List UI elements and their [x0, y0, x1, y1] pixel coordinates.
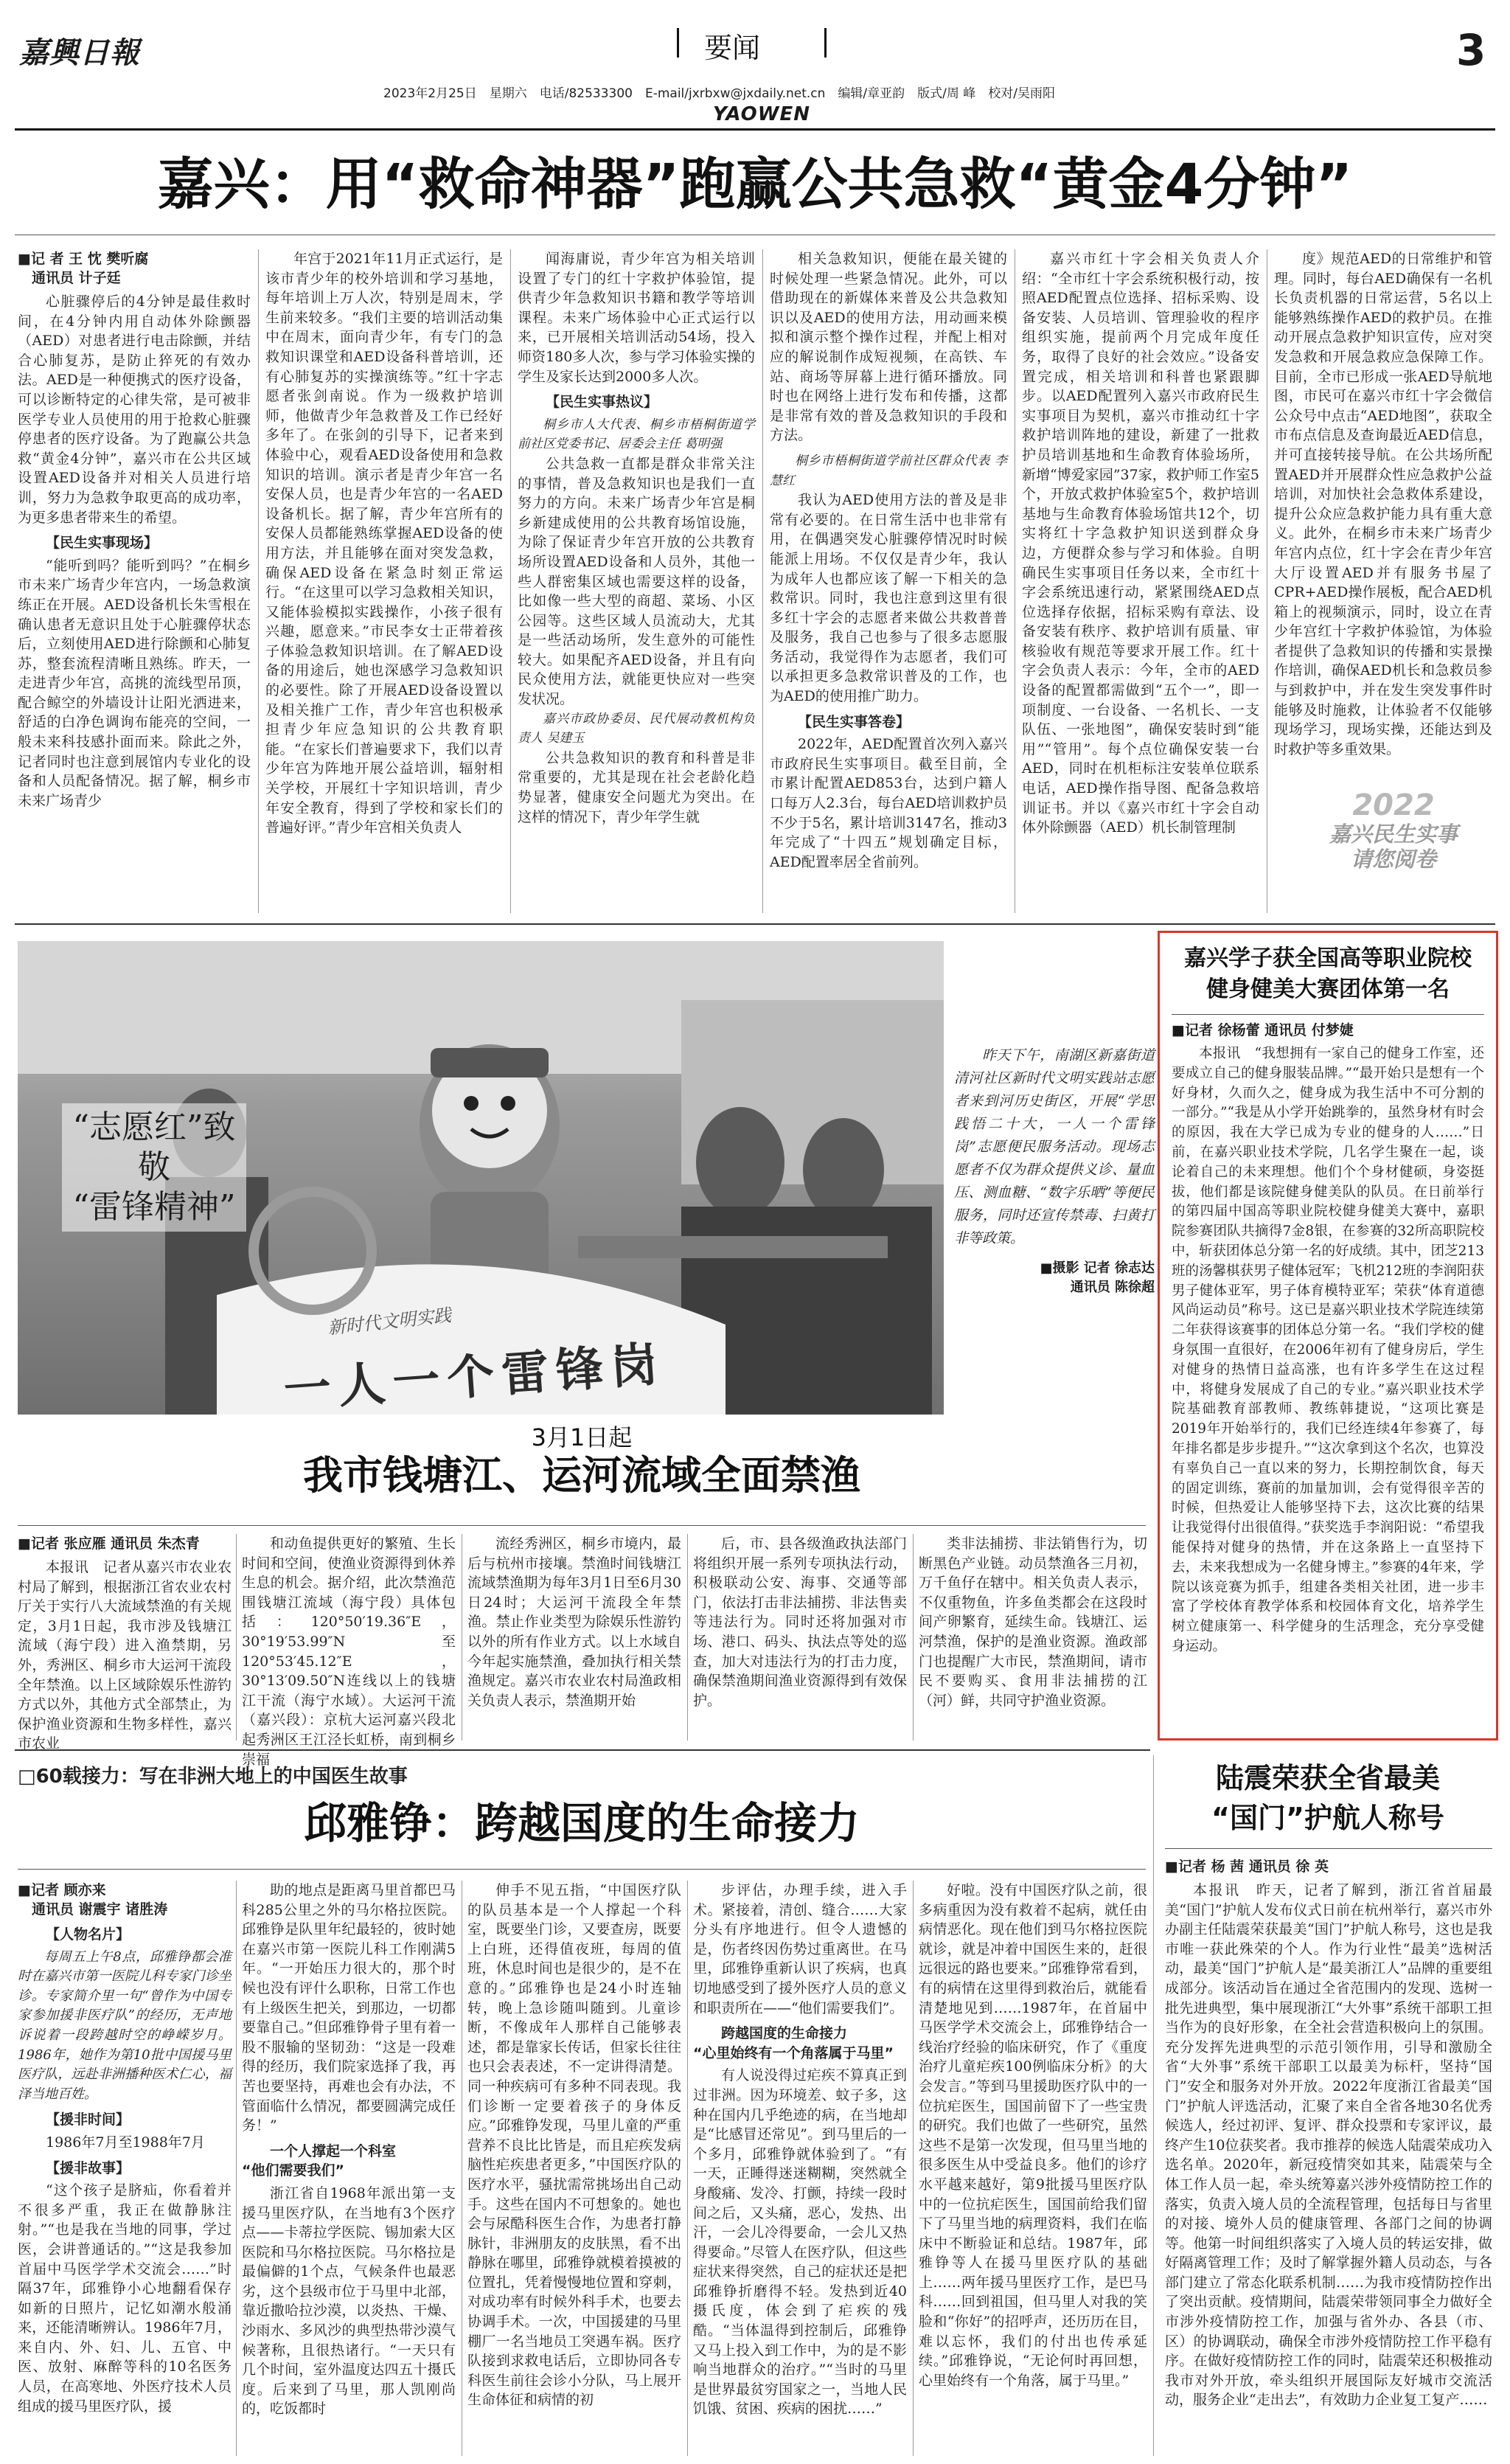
fishing-col4-text: 后，市、县各级渔政执法部门将组织开展一系列专项执法行动，积极联动公安、海事、交通等部门，依法打击非法捕捞、非法售卖等违法行为。同时还将加强对市场、港口、码头、执法点等处的巡查，加大对违法行为的打击力度，确保禁渔期间渔业资源得到有效保护。 — [693, 1535, 907, 1709]
doctor-byline: ■记者 顾亦来 通讯员 谢震宇 诸胜涛 — [18, 1882, 168, 1918]
doctor-col5-text: 好啦。没有中国医疗队之前，很多病重因为没有救着不起病，就任由病情恶化。现在他们到马尔格拉医院就诊，就是冲着中国医生来的，赶很远很远的路也要来。”邱雅铮常看到，有的病情在这里得到救治后，就能看清楚地见到……1987年，在首届中马医学学术交流会上，邱雅铮结合一线治疗经验的临床研究，作了《重度治疗儿童疟疾100例临床分析》的大会发言。”等到马里援助医疗队中的一位抗疟医生，国国前留下了一些宝贵的研究。我们也做了一些研究，虽然这些不是第一次发现，但马里当地的很多医生从中受益良多。他们的诊疗水平越来越好，第9批援马里医疗队中的一位抗疟医生，国国前给我们留下了马里当地的病理资料，我们在临床中不断验证和总结。1987年，邱雅铮等人在援马里医疗队的基础上……两年援马里医疗工作，是巴马科……回到祖国，但马里人对我的笑脸和“你好”的招呼声，还历历在目，难以忘怀，我们的付出也传承延续。”邱雅铮说，“无论何时再回想，心里始终有一个角落，属于马里。” — [919, 1882, 1147, 2389]
fitness-byline: ■记者 徐杨蕾 通讯员 付梦婕 — [1172, 1022, 1354, 1038]
doctor-col4-text-b: 有人说没得过疟疾不算真正到过非洲。因为环境差、蚊子多，这种在国内几乎绝迹的病，在当地却是“比感冒还常见”。到马里后的一个多月，邱雅铮就体验到了。“有一天，正睡得迷迷糊糊，突然就全身酸痛、发冷、打颤，持续一段时间之后，又头痛，恶心，发热、出汗，一会儿冷得要命，一会儿又热得要命。”尽管人在医疗队，但这些症状来得突然，自己的症状还是把邱雅铮折磨得不轻。发热到近40摄氏度，体会到了疟疾的残酷。“当体温得到控制后，邱雅铮又马上投入到工作中，为的是不影响当地群众的治疗。”“当时的马里是世界最贫穷国家之一，当地人民饥饿、贫困、疾病的困扰……” — [693, 2067, 907, 2418]
doctor-col2-text: 助的地点是距离马里首都巴马科285公里之外的马尔格拉医院。邱雅铮是队里年纪最轻的，彼时她在嘉兴市第一医院儿科工作刚满5年。“一开始压力很大的，那个时候也没有评什么职称，日常工作也有上级医生把关，到那边，一切都要靠自己。”但邱雅铮骨子里有着一股不服输的坚韧劲：“这是一段难得的经历，我们院家选择了我，再苦也要坚持，再难也会有办法，不管面临什么情况，都要圆满完成任务！” — [242, 1882, 456, 2134]
fitness-box — [1158, 931, 1498, 1741]
masthead-divider-right — [824, 28, 827, 58]
col-rule — [1153, 1755, 1154, 2456]
aed-sub-discuss: 【民生实事热议】 — [546, 394, 658, 411]
photo-caption: 昨天下午，南湖区新嘉街道清河社区新时代文明实践站志愿者来到河历史街区，开展“学思践悟二十大，一人一个雷锋岗”志愿便民服务活动。现场志愿者不仅为群众提供义诊、量血压、测血糖、“数字乐晒”等便民服务，同时还宣传禁毒、扫黄打非等政策。 — [954, 1047, 1155, 1246]
aed-col4-text: 相关急救知识，便能在最关键的时候处理一些紧急情况。此外，可以借助现在的新媒体来普及公共急救知识以及AED的使用方法，用动画来模拟和演示整个操作过程，并配上相对应的解说制作成短视频，在高铁、车站、商场等屏幕上进行循环播放。同时也在网络上进行发布和传播，这都是非常有效的普及急救知识的手段和方法。 — [770, 251, 1007, 444]
masthead-rule — [15, 128, 1495, 131]
aed-col4-text-c: 我认为AED使用方法的普及是非常有必要的。在日常生活中也非常有用，在偶遇突发心脏骤停情况时时候能派上用场。不仅仅是青少年，我认为成年人也都应该了解一下相关的急救常识。同时，我也注意到这里有很多红十字会的志愿者来做公共救普普及服务，我自己也参与了很多志愿服务活动，我觉得作为志愿者，我们可以承担更多急救常识普及的工作，也为AED的使用推广助力。 — [770, 492, 1007, 705]
honor-body: 本报讯 昨天，记者了解到，浙江省首届最美“国门”护航人发布仪式日前在杭州举行，嘉兴市外办副主任陆震荣获最美“国门”护航人称号，这也是我市唯一获此殊荣的个人。作为行业性“最美”选树活动，最美“国门”护航人是“最美浙江人”品牌的重要组成部分。该活动旨在通过全省范围内的发现、选树一批先进典型，集中展现浙江“大外事”系统干部职工担当作为的良好形象，在全社会营造积极向上的氛围。充分发挥先进典型的示范引领作用，引导和激励全省“大外事”系统干部职工以最美为标杆，坚持“国门”安全和服务对外开放。2022年度浙江省最美“国门”护航人评选活动，汇聚了来自全省各地30名优秀候选人，经过初评、复评、群众投票和专家评议，最终产生10位获奖者。我市推荐的候选人陆震荣成功入选名单。2020年，新冠疫情突如其来，陆震荣与全体工作人员一起，牵头统筹嘉兴涉外疫情防控工作的落实，负责入境人员的全流程管理，包括每日与省里的对接、境外人员的健康管理、各部门之间的协调等。他第一时间组织落实了入境人员的转运安排，做好隔离管理工作；及时了解掌握外籍人员动态，与各部门建立了常态化联系机制……为我市疫情防控作出了突出贡献。疫情期间，陆震荣带领同事全力做好全市涉外疫情防控工作，加强与省外办、各县（市、区）的协调联动，确保全市涉外疫情防控工作平稳有序。在做好疫情防控工作的同时，陆震荣还积极推动我市对外开放，牵头组织开展国际友好城市交流活动，服务企业“走出去”，有效助力企业复工复产…… — [1165, 1882, 1492, 2409]
doctor-bio: 每周五上午8点，邱雅铮都会准时在嘉兴市第一医院儿科专家门诊坐诊。专家简介里一句“曾作为中国专家参加援非医疗队”的经历，无声地诉说着一段跨越时空的峥嵘岁月。1986年，她作为第10批中国援马里医疗队，远赴非洲播种医术仁心，福泽当地百姓。 — [18, 1948, 232, 2102]
aed-col4 — [770, 249, 1007, 913]
fitness-title: 嘉兴学子获全国高等职业院校 健身健美大赛团体第一名 — [1184, 945, 1472, 1002]
photo-title: “志愿红”致敬 “雷锋精神” — [62, 1103, 246, 1232]
col-rule — [236, 1534, 237, 1741]
stamp-line1: 嘉兴民生实事 — [1329, 822, 1458, 847]
honor-col — [1165, 1857, 1492, 2456]
section-pinyin: YAOWEN — [713, 103, 810, 125]
col-rule — [258, 249, 259, 913]
aed-sub-answer: 【民生实事答卷】 — [798, 713, 911, 730]
masthead-logo: 嘉興日報 — [19, 35, 140, 70]
fishing-byline: ■记者 张应雁 通讯员 朱杰青 — [18, 1535, 200, 1552]
col-rule — [236, 1881, 237, 2456]
doctor-col5 — [919, 1881, 1147, 2456]
doctor-col1 — [18, 1881, 232, 2456]
aed-col3-text-c: 公共急救一直都是群众非常关注的事情，普及急救知识也是我们一直努力的方向。未来广场青少年宫是桐乡新建成使用的公共教育场馆设施，为除了保证青少年宫开放的公共教育场所设置AED设备和人员外，其他一些人群密集区域也需要这样的设备，比如像一些大型的商超、菜场、小区公园等。这些区域人员流动大，尤其是一些活动场所，发生意外的可能性较大。如果配齐AED设备，并且有向民众使用方法，就能更快应对一些突发状况。 — [518, 455, 755, 708]
fishing-col5 — [919, 1534, 1147, 1744]
sign-subtext: 新时代文明实践 — [327, 1305, 453, 1339]
aed-col3-text: 闻海庸说，青少年宫为相关培训设置了专门的红十字救护体验馆，提供青少年急救知识书籍和教学等培训课程。未来广场体验中心正式运行以来，已开展相关培训活动54场，投入师资180多人次，参与学习体验实操的学生及家长达到2000多人次。 — [518, 251, 755, 385]
sign-text: 一人一个雷锋岗 — [282, 1336, 667, 1418]
col-rule — [510, 249, 511, 913]
aed-speaker3: 桐乡市梧桐街道学前社区群众代表 李慧红 — [770, 453, 1007, 488]
doctor-sub-story: 【援非故事】 — [46, 2159, 131, 2176]
doctor-sub-time: 【援非时间】 — [46, 2111, 131, 2128]
photo-caption-box — [944, 1033, 1165, 1416]
series-stamp — [1305, 789, 1482, 870]
col-rule — [687, 1881, 688, 2456]
headline-doctor: 邱雅铮：跨越国度的生命接力 — [303, 1798, 860, 1848]
doctor-sub-profile: 【人物名片】 — [46, 1926, 131, 1943]
fishing-col4 — [693, 1534, 907, 1744]
honor-byline: ■记者 杨 茜 通讯员 徐 英 — [1165, 1859, 1329, 1875]
stamp-year: 2022 — [1352, 788, 1435, 822]
doctor-sub-keystone: 一个人撑起一个科室 “他们需要我们” — [242, 2142, 397, 2179]
stamp-line2: 请您阅卷 — [1350, 847, 1436, 872]
doctor-col4 — [693, 1881, 907, 2456]
aed-col1-text: 心脏骤停后的4分钟是最佳救时间，在4分钟内用自动体外除颤器（AED）对患者进行电击除颤，并结合心肺复苏，是防止猝死的有效办法。AED是一种便携式的医疗设备，可以诊断特定的心律失常，是可被非医学专业人员使用的用于抢救心脏骤停患者的医疗设备。为了跑赢公共急救“黄金4分钟”，嘉兴市在公共区域设置AED设备并对相关人员进行培训，努力为急救争取更高的成功率，为更多患者带来生的希望。 — [18, 294, 251, 526]
aed-col6 — [1274, 249, 1492, 766]
doctor-col1-text: “这个孩子是脐疝，你看着并不很多严重，我正在做静脉注射。”“也是我在当地的同事，学过医，会讲普通话的。”“这是我参加首届中马医学学术交流会……”时隔37年，邱雅铮小心地翻看保存如新的日照片，记忆如潮水般涌来，还能清晰辨认。1986年7月，来自内、外、妇、儿、五官、中医、放射、麻醉等科的10名医务人员，在高寒地、外医疗技术人员组成的援马里医疗队，援 — [18, 2182, 232, 2415]
fishing-col3 — [467, 1534, 681, 1744]
aed-byline: ■记 者 王 忱 樊听腐 通讯员 计子廷 — [18, 251, 149, 286]
aed-col4-text-d: 2022年，AED配置首次列入嘉兴市政府民生实事项目。截至目前，全市累计配置AED853台，达到户籍人口每万人2.3台，每台AED培训救护员不少于5名，累计培训3147名，推动3年完成了“十四五”规划确定目标，AED配置率居全省前列。 — [770, 736, 1007, 870]
fitness-body: 本报讯 “我想拥有一家自己的健身工作室，还要成立自己的健身服装品牌。”“最开始只是想有一个好身材，久而久之，健身成为我生活中不可分割的一部分。”“我是从小学开始跳拳的，虽然身材有时会的原因，我在大学已成为专业的健身的人……”日前，在嘉兴职业技术学院，几名学生聚在一起，谈论着自己的未来理想。他们个个身材健硕，身姿挺拔，他们都是该院健身健美队的队员。在日前举行的第四届中国高等职业院校健身健美大赛中，嘉职院参赛团队共摘得7金8银，在参赛的32所高职院校中，斩获团体总分第一名的好成绩。其中，团芝213班的汤馨棋获男子健体冠军；飞机212班的李润阳获男子健体亚军，男子体育模特亚军；荣获“体育道德风尚运动员”称号。这已是嘉兴职业技术学院连续第二年获得该赛事的团体总分第一名。“我们学校的健身氛围一直很好，在2006年初有了健身房后，学生对健身的热情日益高涨，也有许多学生在这过程中，将健身发展成了自己的专业。”嘉兴职业技术学院基础教育部教师、教练韩捷说，“这项比赛是2019年开始举行的，我们已经连续4年参赛了，每年排名都是步步提升。”“这次拿到这个名次，也算没有辜负自己一直以来的努力，长期控制饮食，每天的固定训练，赛前的加量加训，会有觉得很辛苦的时候，但热爱让人能够坚持下去，这次比赛的结果让我觉得付出很值得。”获奖选手李润阳说：“希望我能保持对健身的热情，并在这条路上一直坚持下去，未来我想成为一名健身博主。”参赛的4年来，学院以该竞赛为抓手，组建各类相关社团，进一步丰富了学校体育教学体系和校园体育文化，培养学生树立健康第一、科学健身的生活理念，充分享受健身运动。 — [1172, 1046, 1484, 1654]
aed-col2 — [265, 249, 503, 913]
aed-col2-text: 年宫于2021年11月正式运行，是该市青少年的校外培训和学习基地，每年培训上万人次，特别是周末，学生前来较多。“我们主要的培训活动集中在周末，面向青少年，有专门的急救知识课堂和AED设备科普培训，还有心肺复苏的实操演练等。”红十字志愿者张剑南说。作为一级救护培训师，他做青少年急救普及工作已经好多年了。在张剑的引导下，记者来到体验中心，观看AED设备使用和急救知识的培训。演示者是青少年宫一名安保人员，也是青少年宫的一名AED设备机长。据了解，青少年宫所有的安保人员都能熟练掌握AED设备的使用方法，并且能够在面对突发急救，确保AED设备在紧急时刻正常运行。“在这里可以学习急救相关知识，又能体验模拟实践操作，小孩子很有兴趣，愿意来。”市民李女士正带着孩子体验急救知识培训。在了解AED设备的用途后，她也深感学习急救知识的必要性。除了开展AED设备设置以及相关推广工作，青少年宫也积极承担青少年应急知识的公共教育职能。“在家长们普遍要求下，我们以青少年宫为阵地开展公益培训，辐射相关学校，开展红十字知识培训，青少年安全教育，得到了学校和家长们的普遍好评。”青少年宫相关负责人 — [265, 251, 503, 836]
fishing-col2 — [242, 1534, 456, 1768]
doctor-col2 — [242, 1881, 456, 2456]
doctor-dates: 1986年7月至1988年7月 — [46, 2134, 205, 2151]
col-rule — [762, 249, 763, 913]
col-rule — [687, 1534, 688, 1741]
fishing-col5-text: 类非法捕捞、非法销售行为，切断黑色产业链。动员禁渔各三月初，万千鱼仔在辖中。相关负责人表示，不仅重物鱼，许多鱼类都会在这段时间产卵繁育，延续生命。钱塘江、运河禁渔，保护的是渔业资源。渔政部门也提醒广大市民，禁渔期间，请市民不要购买、食用非法捕捞的江（河）鲜，共同守护渔业资源。 — [919, 1535, 1147, 1709]
col-rule — [913, 1534, 914, 1741]
headline-honor: 陆震荣获全省最美 “国门”护航人称号 — [1211, 1762, 1444, 1834]
aed-col1 — [18, 249, 251, 913]
aed-speaker1: 桐乡市人大代表、桐乡市梧桐街道学前社区党委书记、居委会主任 葛明强 — [518, 417, 755, 452]
aed-col5-text: 嘉兴市红十字会相关负责人介绍：“全市红十字会系统积极行动，按照AED配置点位选择、招标采购、设备安装、人员培训、管理验收的程序组织实施，提前两个月完成年度任务，取得了良好的社会效应。”设备安置完成，相关培训和科普也紧跟脚步。以AED配置列入嘉兴市政府民生实事项目为契机，嘉兴市推动红十字救护培训阵地的建设，新建了一批救护员培训基地和生命教育体验场所，新增“博爱家园”37家，救护师工作室5个，开放式救护体验室5个，救护培训基地与生命教育体验场馆共12个，切实将红十字急救护知识送到群众身边，方便群众参与学习和体验。自明确民生实事项目任务以来，全市红十字会系统迅速行动，紧紧围绕AED点位选择存依据，招标采购有章法、设备安装有秩序、救护培训有质量、审核验收有规范等要求开展工作。红十字会负责人表示：今年，全市的AED设备的配置都需做到“五个一”，即一项制度、一台设备、一名机长、一支队伍、一张地图”，确保安装时到“能用”“管用”。每个点位确保安装一台AED，同时在机柜标注安装单位联系电话，AED操作指导图、配备急救培训证书。并以《嘉兴市红十字会自动体外除颤器（AED）机长制管理制 — [1022, 251, 1259, 836]
fishing-kicker: 3月1日起 — [531, 1423, 633, 1451]
doctor-col2-text-b: 浙江省自1968年派出第一支援马里医疗队，在当地有3个医疗点——卡蒂拉学医院、锡加索大区医院和马尔格拉医院。马尔格拉是最偏僻的1个点，气候条件也最恶劣，这个县级市位于马里中北部，靠近撒哈拉沙漠，以炎热、干燥、沙雨水、多风沙的典型热带沙漠气候著称，且很热诸行。“一天只有几个时间，室外温度达四五十摄氏度。后来到了马里，那人凯刚尚的，吃饭都时 — [242, 2184, 456, 2418]
doctor-col3 — [467, 1881, 681, 2456]
doctor-col4-text: 步评估，办理手续，进入手术。紧接着，清创、缝合……大家分头有序地进行。但令人遗憾的是，伤者终因伤势过重离世。在马里，邱雅铮重新认识了疾病，也真切地感受到了援外医疗人员的意义和职责所在——“他们需要我们”。 — [693, 1882, 907, 2016]
col-rule — [913, 1881, 914, 2456]
headline-fishing: 我市钱塘江、运河流域全面禁渔 — [303, 1452, 860, 1499]
section-rule — [15, 923, 1495, 925]
section-name: 要闻 — [704, 32, 761, 64]
news-photo — [18, 941, 944, 1418]
section-rule — [15, 1749, 1150, 1751]
aed-col3-text-e: 公共急救知识的教育和科普是非常重要的，尤其是现在社会老龄化趋势显著，健康安全问题尤为突出。在这样的情况下，青少年学生就 — [518, 749, 755, 825]
doctor-col3-text: 伸手不见五指，“中国医疗队的队员基本是一个人撑起一个科室，既要坐门诊，又要查房，既要上白班，还得值夜班，每周的值班，休息时间也是很少的，是不在意的。”邱雅铮也是24小时连轴转，晚上急诊随叫随到。儿童诊断，不像成年人那样自己能够表述，都是靠家长传话，但家长往往也只会表表述，不一定讲得清楚。同一种疾病可有多种不同表现。我们诊断一定要着孩子的身体反应。”邱雅铮发现，马里儿童的严重营养不良比比皆是，而且疟疾发病脑性疟疾患者更多，”中国医疗队的医疗水平，骚扰需常挑场出自己动手。这些在国内不可想象的。她也会与尿酷科医生合作，为患者打静脉针，非洲朋友的皮肤黑，看不出静脉在哪里，邱雅铮就模着摸被的位置扎，凭着慢慢地位置和穿刺，对成功率有时候外科手术，也要去协调手术。一次，中国援建的马里棚厂一名当地员工突遇车祸。医疗队接到求救电话后，立即协同各专科医生前往会诊小分队，马上展开生命体征和病情的初 — [467, 1882, 681, 2409]
masthead-divider-left — [677, 28, 679, 58]
fishing-rule — [18, 1525, 1146, 1526]
fishing-col3-text: 流经秀洲区，桐乡市境内，最后与杭州市接壤。禁渔时间钱塘江流域禁渔期为每年3月1日至6月30日24时；大运河干流段全年禁渔。禁止作业类型为除娱乐性游钓以外的所有作业方式。以上水域自今年起实施禁渔，叠加执行相关禁渔规定。嘉兴市农业农村局渔政相关负责人表示，禁渔期开始 — [467, 1535, 681, 1709]
headline-aed: 嘉兴：用“救命神器”跑赢公共急救“黄金4分钟” — [157, 151, 1353, 217]
aed-col5 — [1022, 249, 1259, 913]
doctor-kicker: □60载接力：写在非洲大地上的中国医生故事 — [18, 1766, 408, 1788]
honor-rule — [1165, 1848, 1492, 1849]
doctor-sub-relay: 跨越国度的生命接力 “心里始终有一个角落属于马里” — [693, 2025, 894, 2061]
aed-col1-text-b: “能听到吗？能听到吗？”在桐乡市未来广场青少年宫内，一场急救演练正在开展。AED设备机长朱雪根在确认患者无意识且处于心脏骤停状态后，立刻使用AED进行除颤和心肺复苏，整套流程清晰且熟练。昨天，一走进青少年宫，高挑的流线型吊顶，配合鲸空的外墙设计让阳光洒进来，舒适的白净色调询布能亮的空间，一般未来科技感扑面而来。除此之外，记者同时也注意到展馆内专业化的设备和人员配备情况。据了解，桐乡市未来广场青少 — [18, 557, 251, 809]
aed-speaker2: 嘉兴市政协委员、民代展动教机构负责人 吴建玉 — [518, 711, 755, 746]
fishing-col1 — [18, 1534, 232, 1752]
aed-col3 — [518, 249, 755, 913]
fishing-col1-text: 本报讯 记者从嘉兴市农业农村局了解到，根据浙江省农业农村厅关于实行八大流域禁渔的有关规定，3月1日起，我市涉及钱塘江流域（海宁段）进入渔禁期，另外，秀洲区、桐乡市大运河干流段全年禁渔。以上区域除娱乐性游钓方式以外，其他方式全部禁止，为保护渔业资源和生物多样性，嘉兴市农业 — [18, 1559, 232, 1752]
page-number: 3 — [1456, 25, 1486, 75]
aed-col6-text: 度》规范AED的日常维护和管理。同时，每台AED确保有一名机长负责机器的日常运营，5名以上能够熟练操作AED的救护员。在推动开展点急救护知识宣传，应对突发急救和开展急救应急保障工作。目前，全市已形成一张AED导航地图，市民可在嘉兴市红十字会微信公众号中点击“AED地图”，获取全市布点信息及查询最近AED信息，并可直接转接导航。在公共场所配置AED并开展群众性应急救护公益培训，对加快社会急救体系建设，提升公众应急救护能力具有重大意义。此外，在桐乡市未来广场青少年宫内点位，红十字会在青少年宫大厅设置AED并有服务书屋了CPR+AED操作展板，配合AED机箱上的视频演示，同时，设立在青少年宫红十字救护体验馆，为体验者提供了急救知识的传播和实景操作培训，确保AED机长和急救员参与到救护中，并在发生突发事件时能够及时施救，让体验者不仅能够现场学习，现场实操，还能达到及时救护等多重效果。 — [1274, 251, 1492, 757]
aed-sub-live: 【民生实事现场】 — [46, 535, 159, 552]
masthead-info: 2023年2月25日 星期六 电话/82533300 E-mail/jxrbxw@jxdaily.net.cn 编辑/章亚韵 版式/周 峰 校对/吴雨阳 — [383, 86, 1056, 101]
fishing-col2-text: 和动鱼提供更好的繁殖、生长时间和空间，使渔业资源得到休养生息的机会。据介绍，此次禁渔范围钱塘江流域（海宁段）具体包括：120°50′19.36″E，30°19′53.99″N至120°53′45.12″E，30°13′09.50″N连线以上的钱塘江干流（海宁水域）。大运河干流（嘉兴段）：京杭大运河嘉兴段北起秀洲区王江泾长虹桥，南到桐乡崇福 — [242, 1535, 456, 1768]
photo-credit: ■摄影 记者 徐志达 通讯员 陈徐超 — [1040, 1260, 1155, 1295]
doctor-rule — [18, 1869, 1146, 1870]
